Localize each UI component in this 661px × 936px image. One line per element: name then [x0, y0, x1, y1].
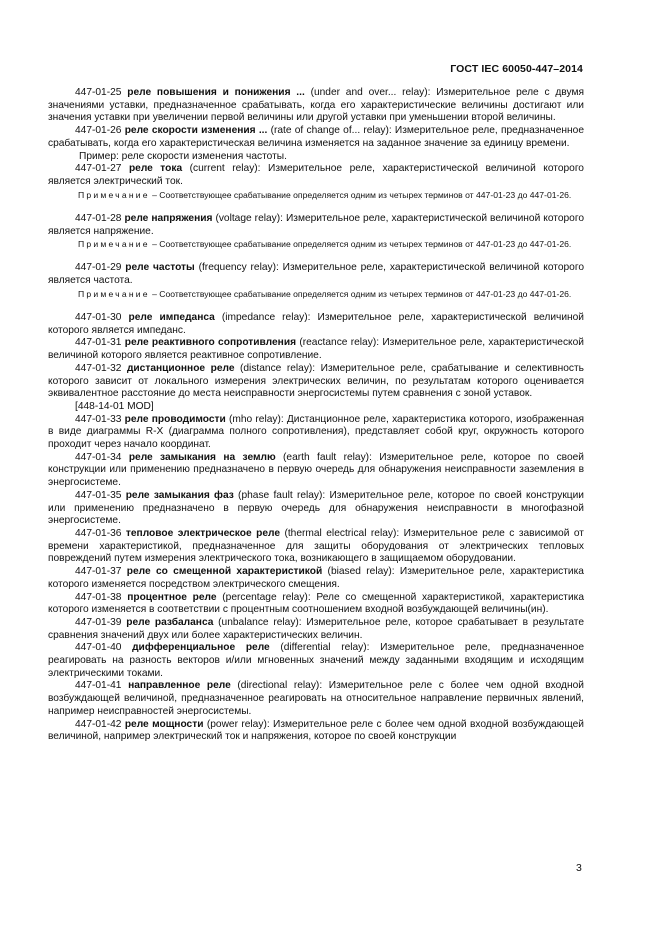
entry-term: реле повышения и понижения ... — [127, 87, 305, 98]
entry-term: реле со смещенной характеристикой — [126, 566, 323, 578]
example-text: Пример: реле скорости изменения частоты. — [79, 150, 287, 162]
entry-text: (voltage relay): Измерительное реле, характеристической величиной которого является напряжение. — [48, 212, 584, 237]
standard-header: ГОСТ IEC 60050-447–2014 — [450, 63, 583, 75]
entry-code: 447-01-39 — [75, 616, 122, 628]
entry-text: (current relay): Измерительное реле, характеристической величиной которого является электрический ток. — [48, 163, 584, 187]
note-text: – Соответствующее срабатывание определяется одним из четырех терминов от 447-01-23 до 447-01-26. — [149, 288, 572, 299]
document-body — [48, 87, 584, 744]
entry-447-01-30 — [48, 312, 584, 337]
entry-447-01-32 — [48, 363, 584, 401]
entry-text: (mho relay): Дистанционное реле, характеристика которого, изображенная в виде диаграммы R-X (диаграмма полного сопротивления), представляет собой круг, окружность которого проходит через начало координат. — [48, 413, 584, 451]
note-label: Примечание — [78, 288, 150, 299]
entry-text: (power relay): Измерительное реле с более чем одной входной возбуждающей величиной, например электрический ток и напряжения, которое по своей конструкции — [48, 718, 584, 743]
entry-447-01-33 — [48, 414, 584, 452]
entry-447-01-31 — [48, 337, 584, 362]
entry-term: реле замыкания на землю — [128, 451, 276, 463]
entry-term: реле скорости изменения ... — [124, 125, 268, 137]
entry-term: реле реактивного сопротивления — [124, 337, 297, 349]
entry-code: 447-01-30 — [75, 312, 122, 324]
entry-term: реле замыкания фаз — [125, 489, 234, 501]
note-447-01-28 — [48, 238, 584, 250]
entry-text: (impedance relay): Измерительное реле, характеристической величиной которого является импеданс. — [48, 312, 584, 336]
source-reference: [448-14-01 MOD] — [75, 400, 154, 412]
entry-447-01-40 — [48, 642, 584, 680]
entry-term: реле разбаланса — [126, 616, 214, 628]
entry-term: реле проводимости — [124, 413, 226, 425]
entry-code: 447-01-34 — [75, 451, 122, 463]
note-text: – Соответствующее срабатывание определяется одним из четырех терминов от 447-01-23 до 447-01-26. — [149, 189, 572, 200]
entry-447-01-28 — [48, 213, 584, 238]
note-447-01-29 — [48, 288, 584, 300]
entry-447-01-26 — [48, 125, 584, 150]
entry-text: (unbalance relay): Измерительное реле, которое срабатывает в результате сравнения значений двух или более характеристических величин. — [48, 616, 584, 641]
entry-447-01-35 — [48, 490, 584, 528]
entry-term: направленное реле — [128, 680, 231, 692]
entry-text: (directional relay): Измерительное реле с более чем одной входной возбуждающей величиной, предназначенное реагировать на относительное направление первичных явлений, например неисправностей энергосистемы. — [48, 680, 584, 717]
entry-code: 447-01-27 — [75, 163, 122, 175]
entry-code: 447-01-40 — [75, 642, 122, 654]
entry-text: (frequency relay): Измерительное реле, характеристической величиной которого является частота. — [48, 262, 584, 287]
page-number: 3 — [576, 862, 582, 874]
entry-code: 447-01-26 — [75, 125, 122, 137]
entry-447-01-36 — [48, 528, 584, 566]
entry-text: (percentage relay): Реле со смещенной характеристикой, характеристика которого изменяется в соответствии с процентным соотношением входной возбуждающей величины(ин). — [48, 591, 585, 616]
entry-term: реле частоты — [125, 262, 195, 274]
entry-text: (distance relay): Измерительное реле, срабатывание и селективность которого зависит от локального измерения электрических величин, по результатам которого оценивается эквивалентное расстояние до места неисправности энергосистемы путем сравнения с зоной уставок. — [48, 362, 584, 400]
entry-447-01-41 — [48, 680, 584, 718]
entry-text: (differential relay): Измерительное реле, предназначенное реагировать на разность векторов и/или мгновенных значений между заданными входящим и исходящим электрическими токами. — [48, 642, 584, 679]
entry-code: 447-01-41 — [75, 680, 122, 692]
entry-text: (under and over... relay): Измерительное реле с двумя значениями уставки, предназначенное срабатывать, когда его характеристические величины достигают или значения уставки при увеличении первой величины или другой уставки при уменьшении второй величины. — [48, 87, 584, 124]
entry-code: 447-01-31 — [75, 337, 122, 349]
entry-text: (reactance relay): Измерительное реле, характеристической величиной которого является реактивное сопротивление. — [48, 337, 584, 362]
entry-code: 447-01-42 — [75, 718, 122, 730]
entry-code: 447-01-37 — [75, 566, 122, 578]
entry-term: реле тока — [128, 163, 183, 175]
entry-code: 447-01-36 — [75, 528, 122, 539]
entry-text: (thermal electrical relay): Измерительное реле с зависимой от времени характеристикой, предназначенное для защиты оборудования от электрических тепловых повреждений путем измерения электрического тока, возникающего в защищаемом оборудовании. — [48, 528, 584, 565]
entry-text: (biased relay): Измерительное реле, характеристика которого изменяется посредством электрического смещения. — [48, 566, 584, 590]
entry-text: (earth fault relay): Измерительное реле, которое по своей конструкции или применению предназначено в первую очередь для обнаружения неисправности заземления в энергосистеме. — [48, 451, 584, 489]
entry-447-01-27 — [48, 163, 584, 188]
note-447-01-27 — [48, 189, 584, 201]
entry-447-01-39 — [48, 617, 584, 642]
entry-447-01-37 — [48, 566, 584, 591]
entry-text: (rate of change of... relay): Измерительное реле, предназначенное срабатывать, когда его характеристическая величина изменяется на заданное значение за единицу времени. — [48, 125, 584, 149]
entry-447-01-38 — [48, 592, 584, 617]
note-label: Примечание — [78, 239, 150, 250]
entry-text: (phase fault relay): Измерительное реле, которое по своей конструкции или применению предназначено в первую очередь для обнаружения неисправности в многофазной энергосистеме. — [48, 489, 584, 527]
entry-term: тепловое электрическое реле — [125, 528, 280, 539]
entry-code: 447-01-35 — [75, 489, 122, 501]
entry-code: 447-01-32 — [75, 362, 122, 374]
entry-code: 447-01-33 — [75, 413, 122, 425]
entry-447-01-34 — [48, 452, 584, 490]
entry-447-01-25 — [48, 87, 584, 125]
entry-term: дистанционное реле — [126, 362, 235, 374]
entry-code: 447-01-29 — [75, 262, 122, 274]
entry-447-01-42 — [48, 719, 584, 744]
entry-term: реле мощности — [124, 718, 204, 730]
entry-term: процентное реле — [127, 591, 217, 603]
note-text: – Соответствующее срабатывание определяется одним из четырех терминов от 447-01-23 до 447-01-26. — [149, 239, 572, 250]
entry-term: дифференциальное реле — [132, 642, 270, 654]
entry-code: 447-01-38 — [75, 591, 122, 603]
entry-447-01-29 — [48, 262, 584, 287]
note-label: Примечание — [78, 189, 150, 200]
entry-code: 447-01-28 — [75, 212, 122, 224]
entry-term: реле напряжения — [124, 212, 213, 224]
entry-term: реле импеданса — [128, 312, 215, 324]
entry-code: 447-01-25 — [75, 87, 122, 98]
